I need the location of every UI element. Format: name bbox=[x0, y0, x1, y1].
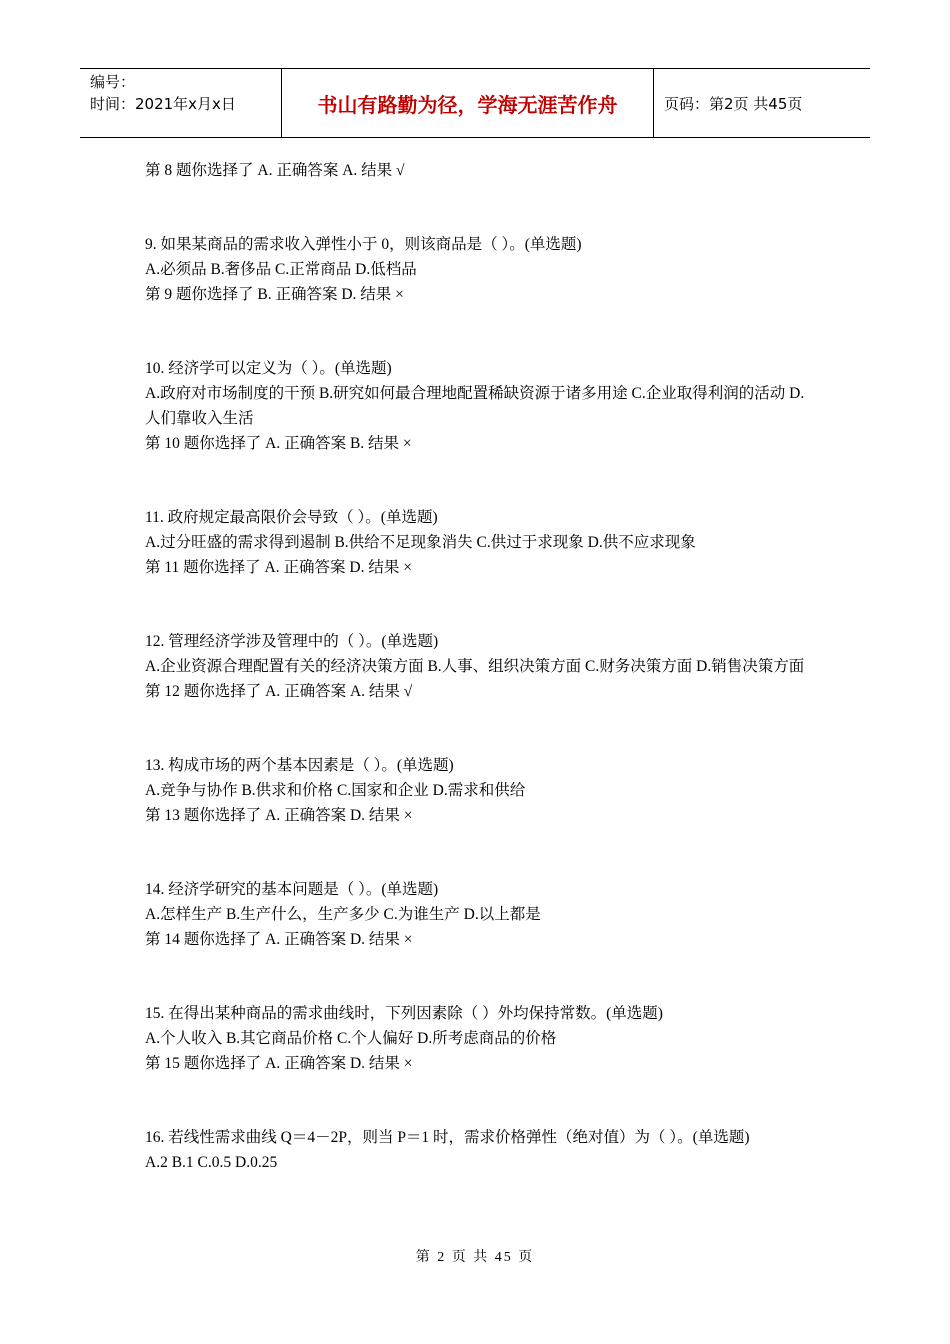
question-options: A.竞争与协作 B.供求和价格 C.国家和企业 D.需求和供给 bbox=[145, 782, 526, 799]
document-number-label: 编号： bbox=[90, 73, 136, 91]
question-block bbox=[145, 356, 810, 456]
page-footer: 第 2 页 共 45 页 bbox=[415, 1250, 535, 1265]
question-options: A.企业资源合理配置有关的经济决策方面 B.人事、组织决策方面 C.财务决策方面 D.销售决策方面 bbox=[145, 658, 805, 675]
answer-result: 第 10 题你选择了 A. 正确答案 B. 结果 × bbox=[145, 435, 412, 452]
question-block bbox=[145, 753, 810, 828]
question-options: A.2 B.1 C.0.5 D.0.25 bbox=[145, 1154, 278, 1171]
answer-result: 第 15 题你选择了 A. 正确答案 D. 结果 × bbox=[145, 1055, 413, 1072]
question-options: A.必须品 B.奢侈品 C.正常商品 D.低档品 bbox=[145, 261, 417, 278]
question-options: A.过分旺盛的需求得到遏制 B.供给不足现象消失 C.供过于求现象 D.供不应求现象 bbox=[145, 534, 696, 551]
question-text: 13. 构成市场的两个基本因素是（ ）。(单选题) bbox=[145, 757, 454, 774]
page-header bbox=[80, 68, 870, 138]
question-text: 14. 经济学研究的基本问题是（ ）。(单选题) bbox=[145, 881, 439, 898]
question-text: 10. 经济学可以定义为（ ）。(单选题) bbox=[145, 360, 392, 377]
question-block bbox=[145, 629, 810, 704]
header-page-number: 页码：第2页 共45页 bbox=[664, 94, 803, 113]
question-text: 11. 政府规定最高限价会导致（ ）。(单选题) bbox=[145, 509, 438, 526]
question-block bbox=[145, 1001, 810, 1076]
question-text: 16. 若线性需求曲线 Q＝4－2P，则当 P＝1 时，需求价格弹性（绝对值）为（ ）。(单选题) bbox=[145, 1129, 750, 1146]
answer-result: 第 8 题你选择了 A. 正确答案 A. 结果 √ bbox=[145, 162, 405, 179]
question-options: A.政府对市场制度的干预 B.研究如何最合理地配置稀缺资源于诸多用途 C.企业取得利润的活动 D.人们靠收入生活 bbox=[145, 385, 805, 427]
answer-result: 第 9 题你选择了 B. 正确答案 D. 结果 × bbox=[145, 286, 404, 303]
answer-result: 第 11 题你选择了 A. 正确答案 D. 结果 × bbox=[145, 559, 412, 576]
question-options: A.个人收入 B.其它商品价格 C.个人偏好 D.所考虑商品的价格 bbox=[145, 1030, 557, 1047]
question-text: 9. 如果某商品的需求收入弹性小于 0，则该商品是（ ）。(单选题) bbox=[145, 236, 582, 253]
answer-result: 第 12 题你选择了 A. 正确答案 A. 结果 √ bbox=[145, 683, 413, 700]
question-block bbox=[145, 1125, 810, 1175]
answer-result: 第 13 题你选择了 A. 正确答案 D. 结果 × bbox=[145, 807, 413, 824]
document-date: 时间：2021年x月x日 bbox=[90, 95, 236, 113]
question-block bbox=[145, 158, 810, 183]
question-block bbox=[145, 877, 810, 952]
question-text: 12. 管理经济学涉及管理中的（ ）。(单选题) bbox=[145, 633, 439, 650]
question-text: 15. 在得出某种商品的需求曲线时，下列因素除（ ）外均保持常数。(单选题) bbox=[145, 1005, 663, 1022]
answer-result: 第 14 题你选择了 A. 正确答案 D. 结果 × bbox=[145, 931, 413, 948]
question-list bbox=[145, 158, 810, 1175]
question-block bbox=[145, 232, 810, 307]
header-motto: 书山有路勤为径，学海无涯苦作舟 bbox=[282, 69, 654, 137]
question-options: A.怎样生产 B.生产什么，生产多少 C.为谁生产 D.以上都是 bbox=[145, 906, 541, 923]
header-meta bbox=[80, 69, 282, 137]
question-block bbox=[145, 505, 810, 580]
